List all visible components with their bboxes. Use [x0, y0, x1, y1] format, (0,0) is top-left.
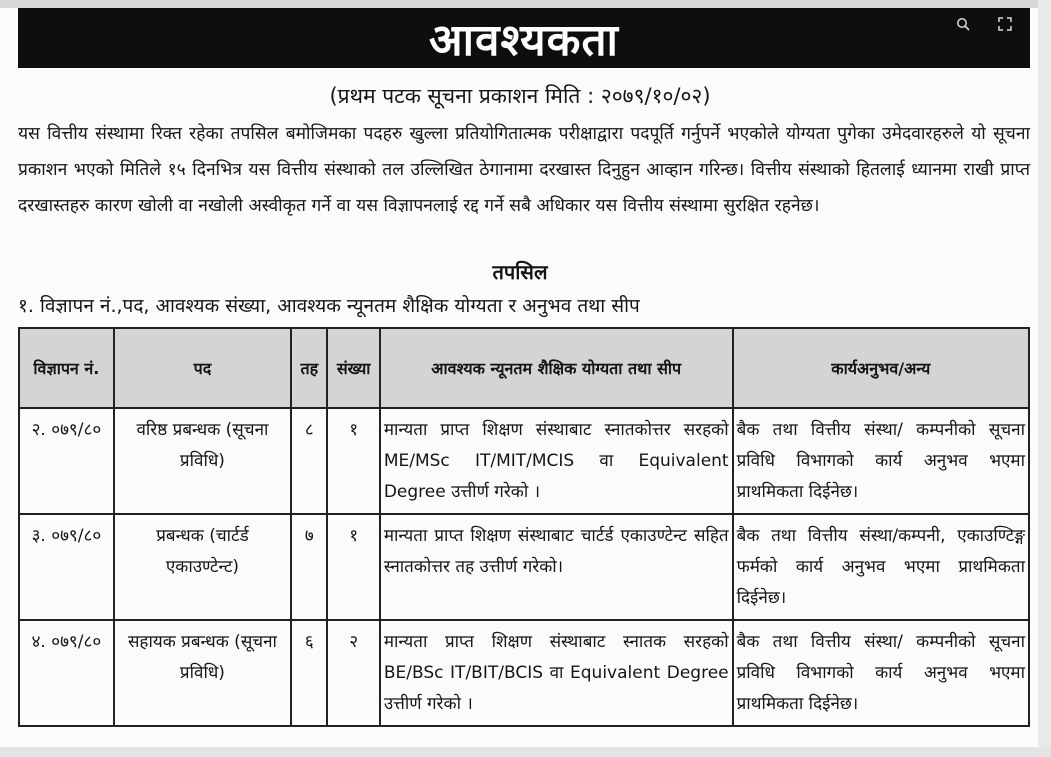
table-row: [19, 514, 1029, 620]
header-experience: कार्यअनुभव/अन्य: [733, 328, 1029, 408]
cell-qualification: मान्यता प्राप्त शिक्षण संस्थाबाट चार्टर्ड एकाउण्टेन्ट सहित स्नातकोत्तर तह उत्तीर्ण गरेको।: [380, 514, 733, 620]
cell-experience: बैक तथा वित्तीय संस्था/ कम्पनीको सूचना प्रविधि विभागको कार्य अनुभव भएमा प्राथमिकता दिईनेछ।: [733, 408, 1029, 514]
cell-count: २: [327, 620, 379, 726]
viewer-toolbar: [953, 14, 1015, 34]
cell-count: १: [327, 514, 379, 620]
list-heading: १. विज्ञापन नं.,पद, आवश्यक संख्या, आवश्यक न्यूनतम शैक्षिक योग्यता र अनुभव तथा सीप: [18, 295, 640, 317]
vacancy-table: [18, 327, 1030, 727]
cell-level: ८: [291, 408, 327, 514]
cell-ad-no: २. ०७९/८०: [19, 408, 114, 514]
right-scroll-edge: [1038, 0, 1051, 757]
top-strip: [0, 0, 1051, 8]
schedule-heading: तपसिल: [492, 260, 548, 284]
cell-level: ६: [291, 620, 327, 726]
cell-qualification: मान्यता प्राप्त शिक्षण संस्थाबाट स्नातकोत्तर सरहको ME/MSc IT/MIT/MCIS वा Equivalent Degree उत्तीर्ण गरेको ।: [380, 408, 733, 514]
fullscreen-icon[interactable]: [995, 14, 1015, 34]
table-header-row: [19, 328, 1029, 408]
title-banner: [18, 8, 1030, 68]
zoom-icon[interactable]: [953, 14, 973, 34]
cell-ad-no: ३. ०७९/८०: [19, 514, 114, 620]
publication-date-line: (प्रथम पटक सूचना प्रकाशन मिति : २०७९/१०/०२): [329, 84, 711, 108]
intro-paragraph: यस वित्तीय संस्थामा रिक्त रहेका तपसिल बमोजिमका पदहरु खुल्ला प्रतियोगितात्मक परीक्षाद्वारा पदपूर्ति गर्नुपर्ने भएकोले योग्यता पुगेका उमेदवारहरुले यो सूचना प्रकाशन भएको मितिले १५ दिनभित्र यस वित्तीय संस्थाको तल उल्लिखित ठेगानामा दरखास्त दिनुहुन आव्हान गरिन्छ। वित्तीय संस्थाको हितलाई ध्यानमा राखी प्राप्त दरखास्तहरु कारण खोली वा नखोली अस्वीकृत गर्ने वा यस विज्ञापनलाई रद्द गर्ने सबै अधिकार यस वित्तीय संस्थामा सुरक्षित रहनेछ।: [18, 124, 1030, 216]
cell-ad-no: ४. ०७९/८०: [19, 620, 114, 726]
cell-experience: बैक तथा वित्तीय संस्था/कम्पनी, एकाउण्टिङ्ग फर्मको कार्य अनुभव भएमा प्राथमिकता दिईनेछ।: [733, 514, 1029, 620]
header-level: तह: [291, 328, 327, 408]
cell-post: वरिष्ठ प्रबन्धक (सूचना प्रविधि): [114, 408, 291, 514]
table-row: [19, 408, 1029, 514]
cell-level: ७: [291, 514, 327, 620]
banner-title: आवश्यकता: [429, 15, 619, 66]
cell-qualification: मान्यता प्राप्त शिक्षण संस्थाबाट स्नातक सरहको BE/BSc IT/BIT/BCIS वा Equivalent Degree उत्तीर्ण गरेको ।: [380, 620, 733, 726]
header-ad-no: विज्ञापन नं.: [19, 328, 114, 408]
bottom-scroll-edge: [0, 747, 1051, 757]
header-count: संख्या: [327, 328, 379, 408]
header-qualification: आवश्यक न्यूनतम शैक्षिक योग्यता तथा सीप: [380, 328, 733, 408]
cell-post: प्रबन्धक (चार्टर्ड एकाउण्टेन्ट): [114, 514, 291, 620]
cell-experience: बैक तथा वित्तीय संस्था/ कम्पनीको सूचना प्रविधि विभागको कार्य अनुभव भएमा प्राथमिकता दिईनेछ।: [733, 620, 1029, 726]
table-row: [19, 620, 1029, 726]
cell-post: सहायक प्रबन्धक (सूचना प्रविधि): [114, 620, 291, 726]
header-post: पद: [114, 328, 291, 408]
cell-count: १: [327, 408, 379, 514]
